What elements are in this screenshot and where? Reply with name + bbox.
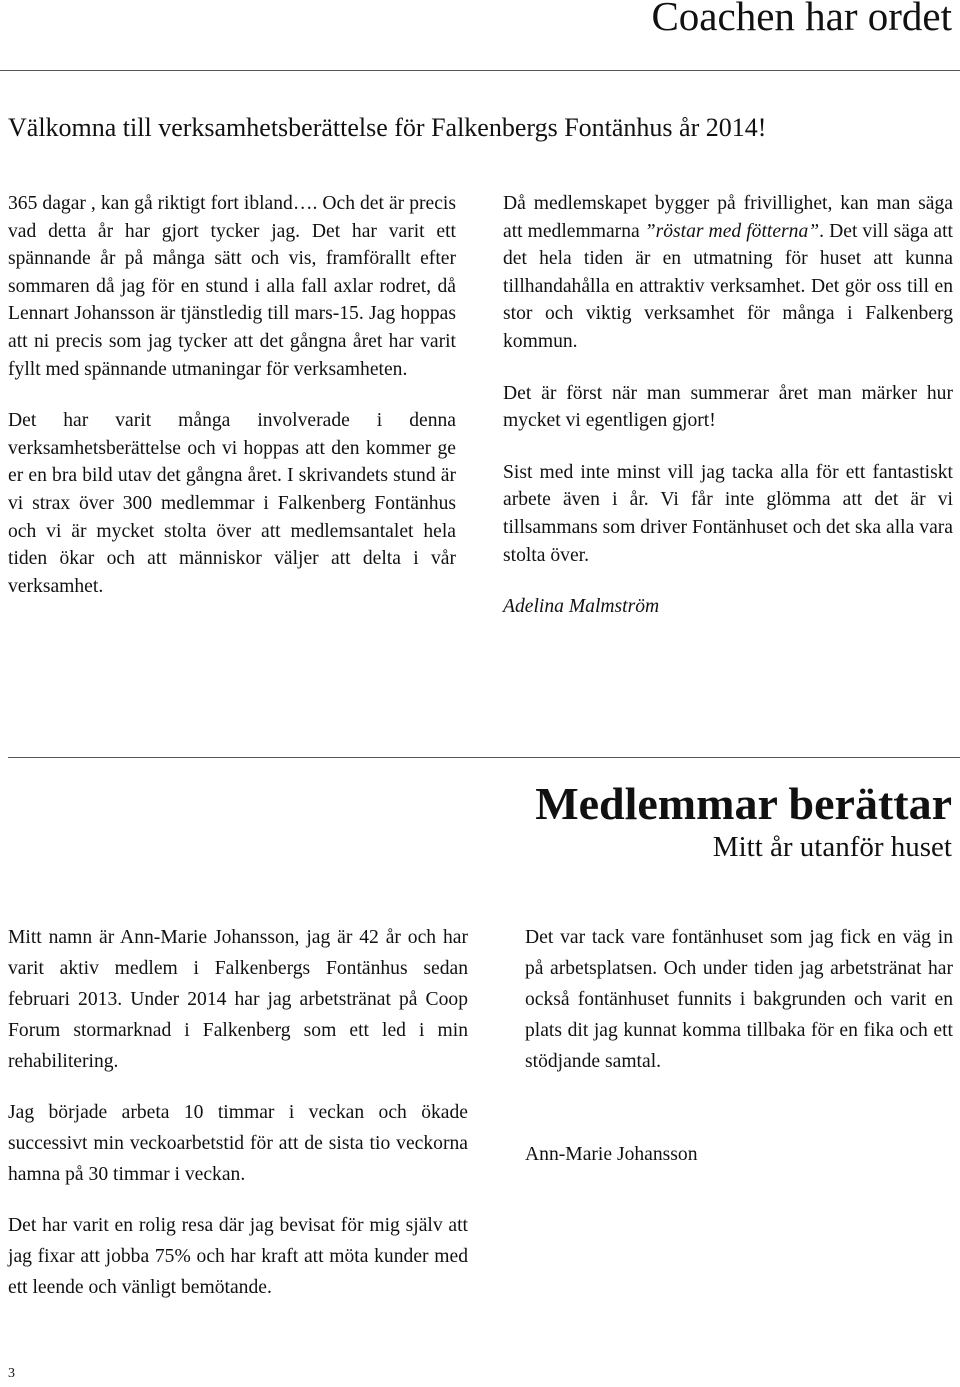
member-signature: Ann-Marie Johansson xyxy=(525,1144,698,1165)
paragraph: Det är först när man summerar året man märker hur mycket vi egentligen gjort! xyxy=(503,382,953,432)
paragraph: Jag började arbeta 10 timmar i veckan och ökade successivt min veckoarbetstid för att de sista tio veckorna hamna på 30 timmar i veckan. xyxy=(8,1102,468,1185)
paragraph: Sist med inte minst vill jag tacka alla för ett fantastiskt arbete även i år. Vi får inte glömma att det är vi tillsammans som driver Fontänhuset och det ska alla vara stolta över. xyxy=(503,461,953,566)
coach-signature: Adelina Malmström xyxy=(503,596,660,618)
text-run: Då medlemskapet bygger på frivillighet, kan man säga att medlemmarna xyxy=(503,193,953,242)
section-subtitle: Mitt år utanför huset xyxy=(712,831,952,863)
paragraph: Mitt namn är Ann-Marie Johansson, jag är 42 år och har varit aktiv medlem i Falkenbergs Fontänhus sedan februari 2013. Under 2014 har jag arbetstränat på Coop Forum stormarknad i Falkenberg som ett led i min rehabilitering. xyxy=(8,927,468,1072)
coach-right-column xyxy=(503,190,953,621)
members-left-column xyxy=(8,922,468,1303)
welcome-heading: Välkomna till verksamhetsberättelse för Falkenbergs Fontänhus år 2014! xyxy=(8,113,767,142)
paragraph: Det har varit en rolig resa där jag bevisat för mig själv att jag fixar att jobba 75% och har kraft att möta kunder med ett leende och vänligt bemötande. xyxy=(8,1215,468,1298)
coach-left-column xyxy=(8,190,456,600)
text-run: . Det vill säga att det hela tiden är en utmatning för huset att kunna tillhandahålla en attraktiv verksamhet. Det gör oss till en stor och viktig verksamhet för många i Falkenberg kommun. xyxy=(503,220,953,352)
emphasis-text: ”röstar med fötterna” xyxy=(644,220,820,242)
paragraph xyxy=(503,190,953,356)
members-right-column xyxy=(525,922,953,1170)
paragraph: Det var tack vare fontänhuset som jag fick en väg in på arbetsplatsen. Och under tiden jag arbetstränat har också fontänhuset funnits i bakgrunden och varit en plats dit jag kunnat komma tillbaka för en fika och ett stödjande samtal. xyxy=(525,927,953,1072)
paragraph: Det har varit många involverade i denna verksamhetsberättelse och vi hoppas att den kommer ge er en bra bild utav det gångna året. I skrivandets stund är vi strax över 300 medlemmar i Falkenberg Fontänhus och vi är mycket stolta över att medlemsantalet hela tiden ökar och att människor väljer att delta i vår verksamhet. xyxy=(8,410,456,597)
section-title: Medlemmar berättar xyxy=(535,778,952,829)
page-title: Coachen har ordet xyxy=(651,0,952,39)
top-divider xyxy=(0,70,960,71)
paragraph: 365 dagar , kan gå riktigt fort ibland…. Och det är precis vad detta år har gjort tycker jag. Det har varit ett spännande år på många sätt och vis, framförallt efter sommaren då jag för en stund i alla fall axlar rodret, då Lennart Johansson är tjänstledig till mars-15. Jag hoppas att ni precis som jag tycker att det gångna året har varit fyllt med spännande utmaningar för verksamheten. xyxy=(8,193,456,380)
page-number: 3 xyxy=(8,1366,15,1381)
section-divider xyxy=(8,757,960,758)
